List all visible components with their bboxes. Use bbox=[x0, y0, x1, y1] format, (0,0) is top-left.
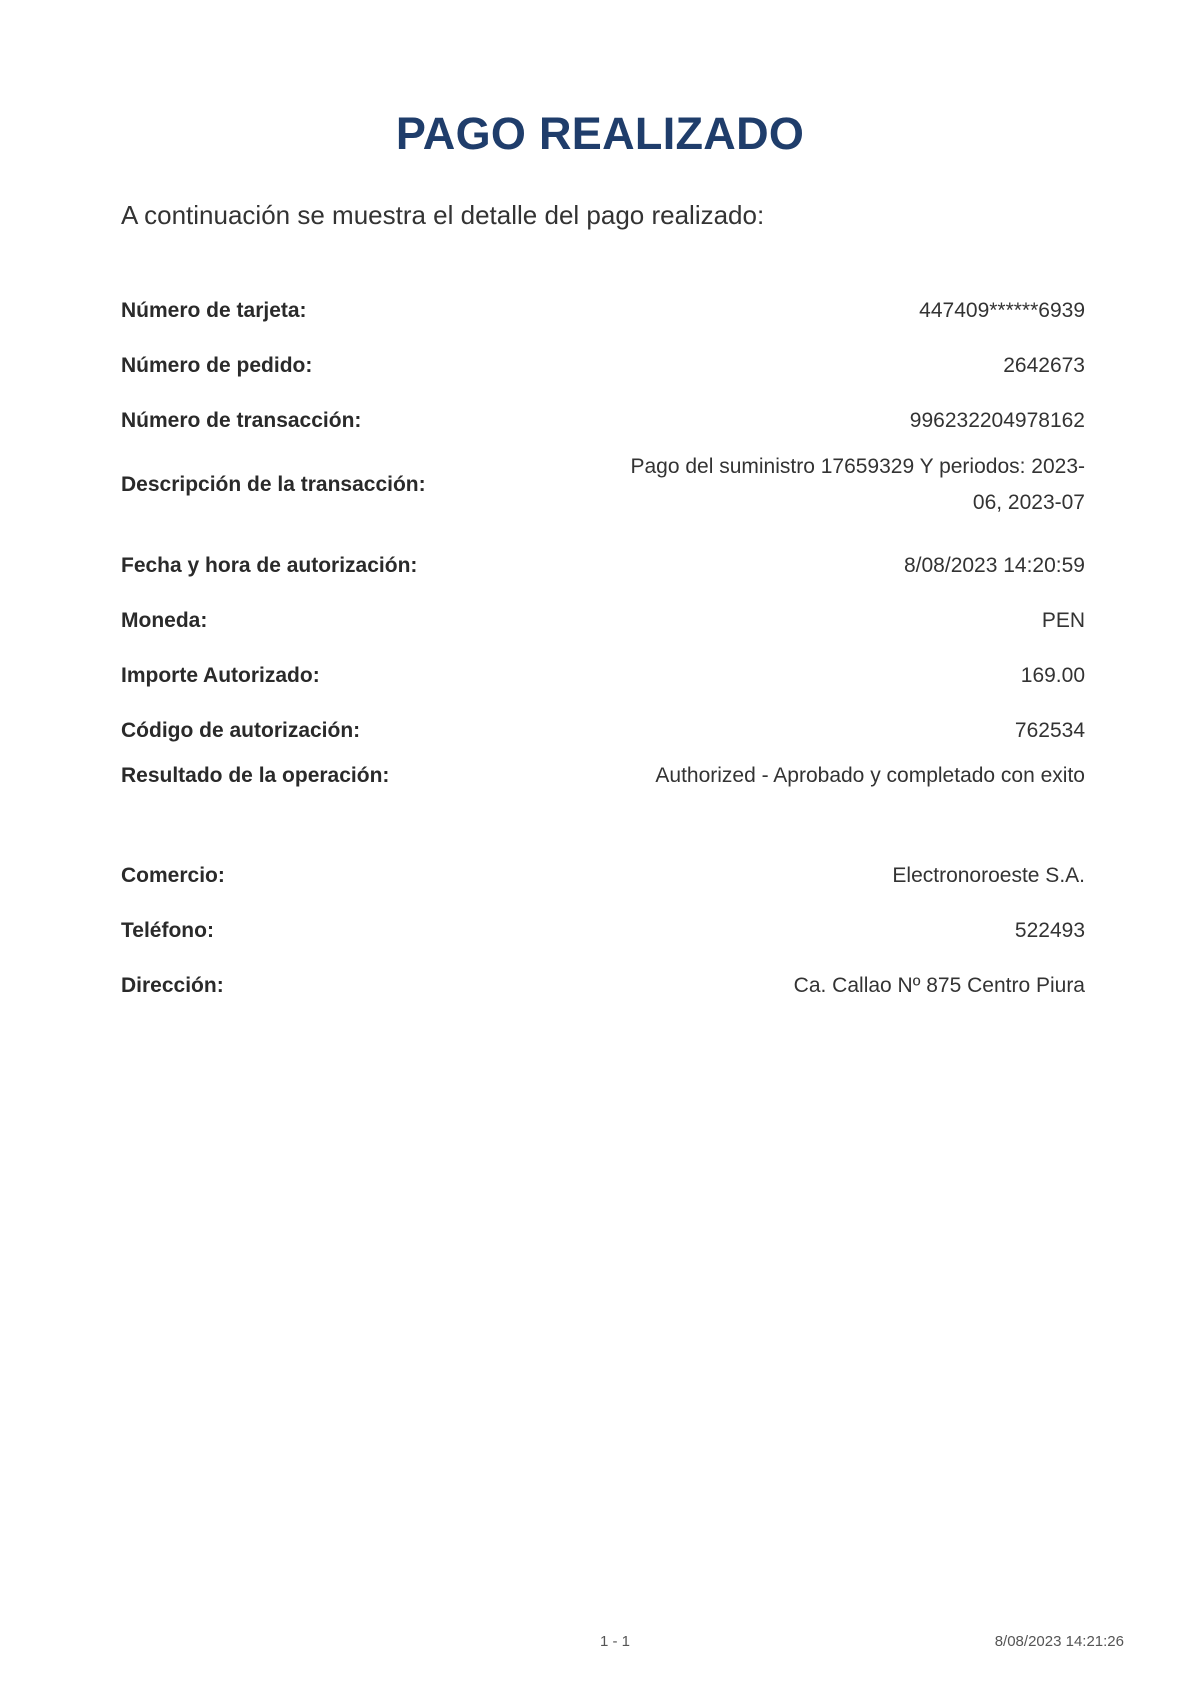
detail-value: 996232204978162 bbox=[909, 408, 1085, 432]
detail-label: Teléfono: bbox=[121, 918, 214, 942]
detail-label: Código de autorización: bbox=[121, 718, 361, 742]
detail-label: Número de transacción: bbox=[121, 408, 362, 432]
detail-row-merchant bbox=[121, 848, 1085, 903]
detail-label: Descripción de la transacción: bbox=[121, 472, 426, 496]
detail-row-card-number bbox=[121, 283, 1085, 338]
detail-label: Número de tarjeta: bbox=[121, 298, 307, 322]
page-title: PAGO REALIZADO bbox=[395, 108, 805, 159]
detail-label: Fecha y hora de autorización: bbox=[121, 553, 418, 577]
detail-label: Resultado de la operación: bbox=[121, 764, 390, 787]
print-timestamp: 8/08/2023 14:21:26 bbox=[994, 1633, 1124, 1650]
detail-label: Comercio: bbox=[121, 863, 225, 887]
detail-value: 2642673 bbox=[1003, 353, 1085, 377]
detail-value: Electronoroeste S.A. bbox=[892, 863, 1085, 887]
detail-row-authorization-code bbox=[121, 703, 1085, 758]
detail-row-authorization-datetime bbox=[121, 538, 1085, 593]
detail-row-phone bbox=[121, 903, 1085, 958]
intro-text: A continuación se muestra el detalle del pago realizado: bbox=[121, 200, 765, 230]
detail-value: 169.00 bbox=[1020, 663, 1085, 687]
detail-value: Authorized - Aprobado y completado con exito bbox=[655, 764, 1085, 787]
detail-row-order-number bbox=[121, 338, 1085, 393]
detail-value: 522493 bbox=[1014, 918, 1085, 942]
detail-label: Moneda: bbox=[121, 608, 208, 632]
detail-row-transaction-description bbox=[121, 448, 1085, 521]
detail-value: PEN bbox=[1041, 608, 1085, 632]
detail-row-authorized-amount bbox=[121, 648, 1085, 703]
detail-label: Dirección: bbox=[121, 973, 224, 997]
detail-row-address bbox=[121, 958, 1085, 1013]
detail-value: 762534 bbox=[1014, 718, 1085, 742]
detail-row-operation-result bbox=[121, 758, 1085, 831]
detail-label: Importe Autorizado: bbox=[121, 663, 320, 687]
detail-value: Ca. Callao Nº 875 Centro Piura bbox=[793, 973, 1085, 997]
payment-details bbox=[121, 283, 1085, 1013]
detail-value: 447409******6939 bbox=[919, 298, 1085, 322]
detail-label: Número de pedido: bbox=[121, 353, 313, 377]
detail-row-currency bbox=[121, 593, 1085, 648]
detail-value: 8/08/2023 14:20:59 bbox=[903, 553, 1085, 577]
detail-value: Pago del suministro 17659329 Y periodos: 2023-06, 2023-07 bbox=[630, 454, 1085, 514]
page-number: 1 - 1 bbox=[600, 1633, 631, 1650]
detail-row-transaction-number bbox=[121, 393, 1085, 448]
